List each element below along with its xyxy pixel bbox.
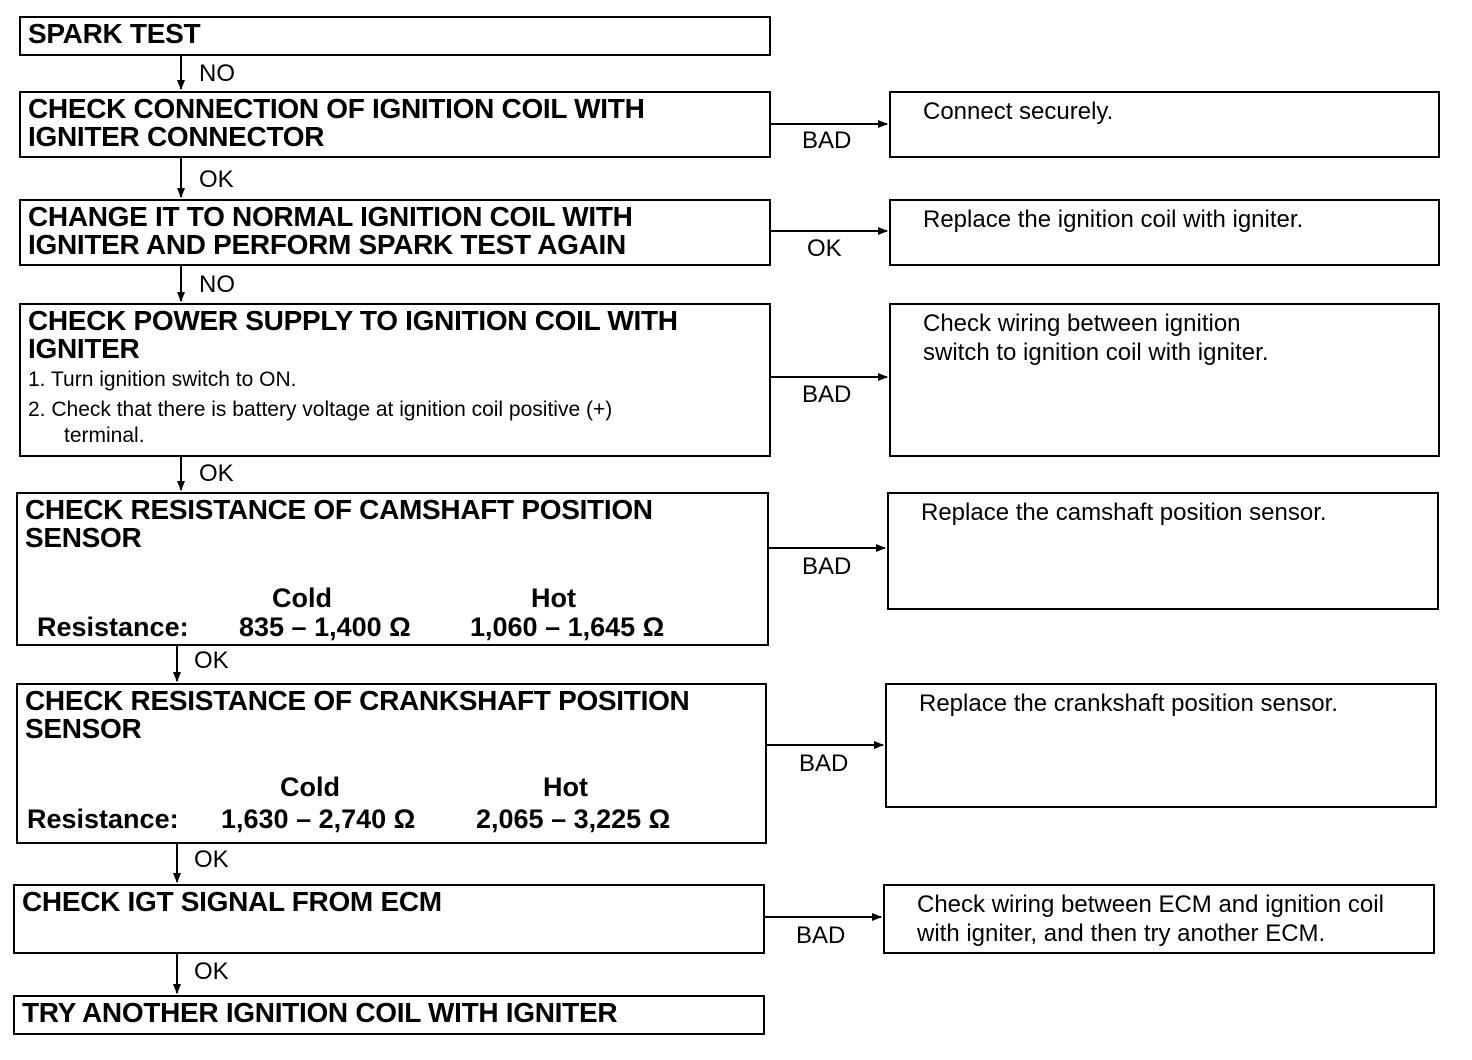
- branch-label: BAD: [802, 127, 852, 154]
- substep-2: 2. Check that there is battery voltage at ignition coil positive (+): [28, 398, 613, 421]
- step-box-change-coil: [19, 199, 771, 266]
- connector-label: NO: [199, 271, 235, 298]
- resistance-label: Resistance:: [27, 804, 179, 834]
- branch-label: BAD: [796, 922, 846, 949]
- step-title: CHECK RESISTANCE OF CAMSHAFT POSITION SENSOR: [25, 494, 653, 553]
- cold-header: Cold: [280, 772, 340, 802]
- branch-label: OK: [807, 235, 842, 262]
- step-box-igt-signal: [13, 884, 765, 954]
- branch-label: BAD: [799, 750, 849, 777]
- hot-value: 1,060 – 1,645 Ω: [470, 612, 665, 642]
- action-text: Check wiring between ECM and ignition coil with igniter, and then try another ECM.: [917, 891, 1384, 947]
- action-box-check-wiring-switch: [889, 303, 1440, 457]
- step-box-camshaft: [16, 492, 769, 646]
- step-box-spark-test: [19, 16, 771, 56]
- step-title: CHECK POWER SUPPLY TO IGNITION COIL WITH IGNITER: [28, 305, 678, 364]
- step-box-crankshaft: [16, 683, 767, 844]
- step-box-power-supply: [19, 303, 771, 457]
- cold-header: Cold: [272, 583, 332, 613]
- substep-2-continued: terminal.: [64, 424, 145, 447]
- hot-value: 2,065 – 3,225 Ω: [476, 804, 671, 834]
- connector-label: OK: [194, 647, 229, 674]
- step-title: CHECK RESISTANCE OF CRANKSHAFT POSITION SENSOR: [25, 685, 690, 744]
- step-title: TRY ANOTHER IGNITION COIL WITH IGNITER: [22, 997, 618, 1028]
- action-box-connect: [889, 91, 1440, 158]
- connector-label: OK: [194, 846, 229, 873]
- hot-header: Hot: [531, 583, 576, 613]
- branch-label: BAD: [802, 553, 852, 580]
- step-title: CHECK IGT SIGNAL FROM ECM: [22, 886, 442, 917]
- connector-label: NO: [199, 60, 235, 87]
- hot-header: Hot: [543, 772, 588, 802]
- action-box-check-wiring-ecm: [883, 884, 1435, 954]
- step-box-try-another-coil: [13, 995, 765, 1035]
- action-box-replace-crankshaft: [885, 683, 1437, 808]
- action-text: Check wiring between ignition switch to ignition coil with igniter.: [923, 310, 1269, 366]
- action-text: Replace the camshaft position sensor.: [921, 499, 1327, 526]
- substep-1: 1. Turn ignition switch to ON.: [28, 368, 297, 391]
- connector-label: OK: [199, 166, 234, 193]
- step-title: SPARK TEST: [28, 18, 201, 49]
- step-box-check-connection: [19, 91, 771, 158]
- branch-label: BAD: [802, 381, 852, 408]
- step-title: CHANGE IT TO NORMAL IGNITION COIL WITH IGNITER AND PERFORM SPARK TEST AGAIN: [28, 201, 633, 260]
- step-title: CHECK CONNECTION OF IGNITION COIL WITH IGNITER CONNECTOR: [28, 93, 645, 152]
- resistance-label: Resistance:: [37, 612, 189, 642]
- cold-value: 835 – 1,400 Ω: [239, 612, 411, 642]
- cold-value: 1,630 – 2,740 Ω: [221, 804, 416, 834]
- action-text: Connect securely.: [923, 98, 1114, 125]
- action-box-replace-camshaft: [887, 492, 1439, 610]
- connector-label: OK: [194, 958, 229, 985]
- action-text: Replace the ignition coil with igniter.: [923, 206, 1304, 233]
- connector-label: OK: [199, 460, 234, 487]
- action-text: Replace the crankshaft position sensor.: [919, 690, 1338, 717]
- action-box-replace-coil: [889, 199, 1440, 266]
